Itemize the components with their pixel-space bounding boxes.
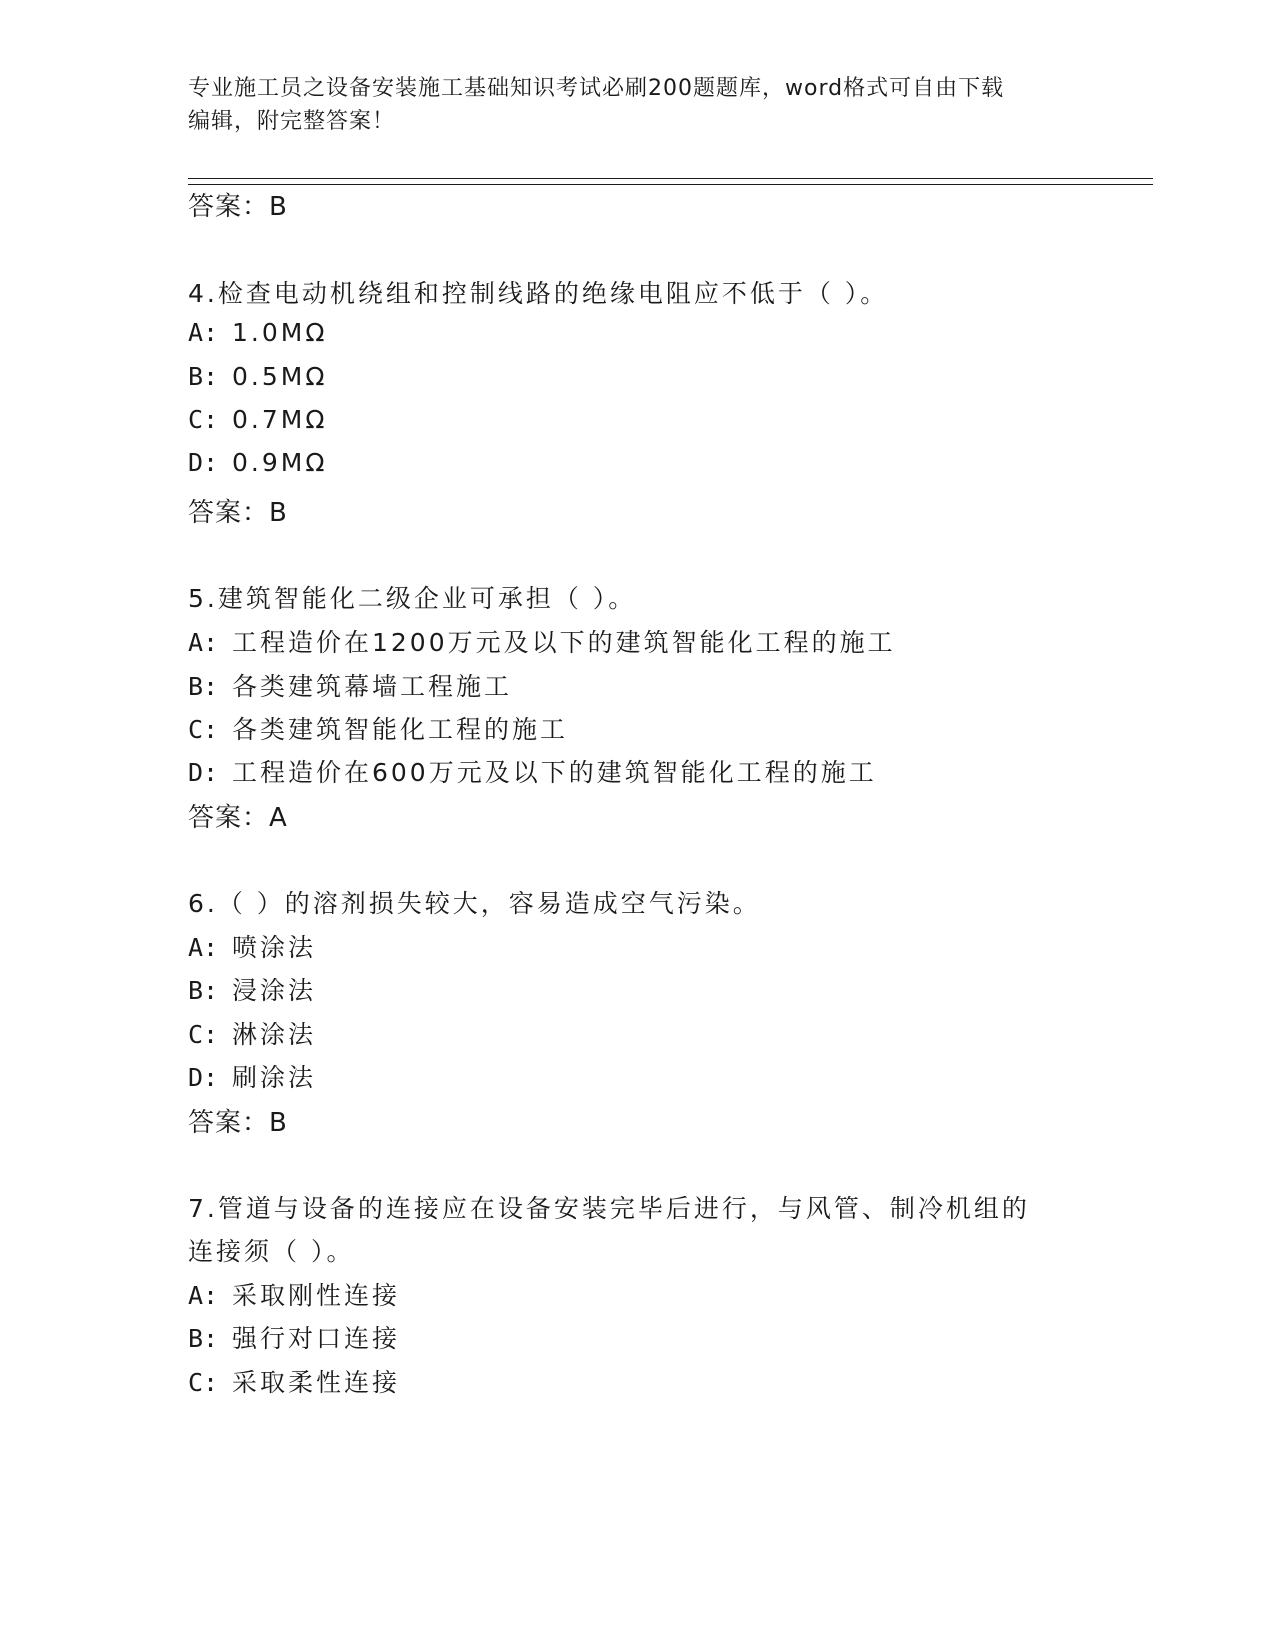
option-key: A: bbox=[188, 628, 219, 657]
question-4-option-b bbox=[188, 362, 327, 391]
header-title-line-1: 专业施工员之设备安装施工基础知识考试必刷200题题库，word格式可自由下载 bbox=[188, 76, 1005, 101]
option-key: D: bbox=[188, 1063, 219, 1092]
header-divider-bottom bbox=[188, 184, 1153, 185]
question-5-option-d bbox=[188, 753, 877, 789]
option-key: D: bbox=[188, 758, 219, 787]
previous-answer: 答案：B bbox=[188, 192, 288, 222]
question-4-option-d bbox=[188, 448, 327, 477]
option-key: B: bbox=[188, 1324, 219, 1353]
option-key: C: bbox=[188, 1368, 219, 1397]
option-text: 喷涂法 bbox=[232, 933, 317, 962]
option-key: C: bbox=[188, 405, 219, 434]
question-6-option-a bbox=[188, 928, 316, 964]
option-text: 强行对口连接 bbox=[232, 1324, 401, 1353]
option-key: A: bbox=[188, 318, 219, 347]
header-title-line-2: 编辑，附完整答案！ bbox=[188, 109, 396, 134]
option-text: 0.7MΩ bbox=[232, 405, 328, 434]
option-text: 工程造价在600万元及以下的建筑智能化工程的施工 bbox=[232, 758, 877, 787]
document-header bbox=[188, 72, 1088, 138]
option-text: 采取柔性连接 bbox=[232, 1368, 401, 1397]
question-4-option-c bbox=[188, 405, 327, 434]
option-key: A: bbox=[188, 1281, 219, 1310]
question-6-stem: 6.（ ）的溶剂损失较大，容易造成空气污染。 bbox=[188, 889, 761, 918]
option-key: C: bbox=[188, 1020, 219, 1049]
option-text: 刷涂法 bbox=[232, 1063, 317, 1092]
question-4-stem: 4.检查电动机绕组和控制线路的绝缘电阻应不低于（ ）。 bbox=[188, 279, 889, 308]
question-6-option-b bbox=[188, 971, 316, 1007]
option-key: B: bbox=[188, 362, 219, 391]
question-6-answer: 答案：B bbox=[188, 1108, 288, 1138]
option-text: 0.9MΩ bbox=[232, 448, 328, 477]
option-key: B: bbox=[188, 672, 219, 701]
question-7-stem-line-2: 连接须（ ）。 bbox=[188, 1237, 355, 1266]
question-7-option-b bbox=[188, 1319, 400, 1355]
question-7-stem-line-1: 7.管道与设备的连接应在设备安装完毕后进行，与风管、制冷机组的 bbox=[188, 1194, 1030, 1223]
option-text: 1.0MΩ bbox=[232, 318, 328, 347]
question-5-answer: 答案：A bbox=[188, 803, 288, 833]
option-key: D: bbox=[188, 448, 219, 477]
option-text: 工程造价在1200万元及以下的建筑智能化工程的施工 bbox=[232, 628, 896, 657]
option-text: 浸涂法 bbox=[232, 976, 317, 1005]
question-4-answer: 答案：B bbox=[188, 498, 288, 528]
option-text: 0.5MΩ bbox=[232, 362, 328, 391]
option-key: A: bbox=[188, 933, 219, 962]
option-text: 淋涂法 bbox=[232, 1020, 317, 1049]
question-6-option-c bbox=[188, 1015, 316, 1051]
option-text: 各类建筑智能化工程的施工 bbox=[232, 715, 569, 744]
question-7-option-a bbox=[188, 1276, 400, 1312]
question-7-option-c bbox=[188, 1363, 400, 1399]
question-6-option-d bbox=[188, 1058, 316, 1094]
question-5-option-a bbox=[188, 623, 896, 659]
question-4-option-a bbox=[188, 318, 327, 347]
option-key: C: bbox=[188, 715, 219, 744]
option-key: B: bbox=[188, 976, 219, 1005]
question-5-option-c bbox=[188, 710, 568, 746]
header-divider-top bbox=[188, 178, 1153, 179]
question-5-stem: 5.建筑智能化二级企业可承担（ ）。 bbox=[188, 584, 637, 613]
option-text: 各类建筑幕墙工程施工 bbox=[232, 672, 513, 701]
option-text: 采取刚性连接 bbox=[232, 1281, 401, 1310]
question-5-option-b bbox=[188, 667, 512, 703]
